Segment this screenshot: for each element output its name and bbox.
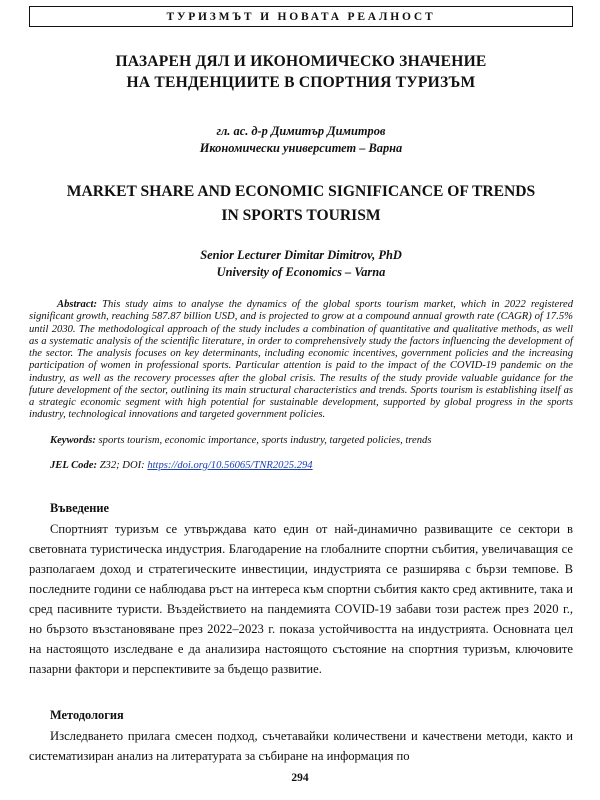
method-heading: Методология [50, 708, 124, 723]
title-bg-line1: ПАЗАРЕН ДЯЛ И ИКОНОМИЧЕСКО ЗНАЧЕНИЕ [115, 53, 487, 70]
section-methodology [29, 707, 573, 766]
author-affiliation-en: University of Economics – Varna [216, 265, 386, 279]
author-block-english [29, 247, 573, 281]
author-name-en: Senior Lecturer Dimitar Dimitrov, PhD [200, 248, 402, 262]
method-paragraph: Изследването прилага смесен подход, съчетавайки количествени и качествени методи, както и систематизиран анализ на литературата за събиране на информация по [29, 729, 573, 764]
doi-link[interactable]: https://doi.org/10.56065/TNR2025.294 [147, 459, 313, 471]
keywords [29, 434, 573, 447]
author-affiliation-bg: Икономически университет – Варна [199, 141, 403, 155]
title-en-line2: IN SPORTS TOURISM [221, 207, 381, 224]
jel-text: Z32; DOI: [96, 459, 148, 471]
keywords-text: sports tourism, economic importance, sports industry, targeted policies, trends [95, 434, 432, 446]
intro-paragraph: Спортният туризъм се утвърждава като един от най-динамично развиващите се сектори в световната туристическа индустрия. Благодарение на глобалните спортни събития, увеличаващия се разполагаем доход и стратегическите инвестиции, индустрията се разширява с бързи темпове. В последните години се наблюдава ръст на интереса към спортни събития както сред активните, така и сред пасивните туристи. Въздействието на пандемията COVID-19 забави този растеж през 2020 г., но бързото възстановяване през 2022–2023 г. показа устойчивостта на индустрията. Основната цел на настоящото изследване е да анализира настоящото състояние на спортния туризъм, ключовите пазарни фактори и перспективите за бъдещо развитие. [29, 521, 573, 677]
title-bg-line2: НА ТЕНДЕНЦИИТЕ В СПОРТНИЯ ТУРИЗЪМ [126, 74, 476, 91]
page-number: 294 [291, 772, 309, 784]
journal-title: ТУРИЗМЪТ И НОВАТА РЕАЛНОСТ [166, 10, 436, 23]
title-en-line1: MARKET SHARE AND ECONOMIC SIGNIFICANCE OF TRENDS [66, 183, 536, 200]
title-english [29, 180, 573, 228]
abstract-label: Abstract: [57, 299, 98, 310]
intro-heading: Въведение [50, 500, 110, 515]
author-block-bulgarian [29, 123, 573, 157]
title-bulgarian [29, 51, 573, 93]
abstract [29, 299, 573, 422]
journal-header [29, 6, 573, 27]
abstract-text: This study aims to analyse the dynamics of the global sports tourism market, which in 2022 registered significant growth, reaching 587.87 billion USD, and is projected to grow at a compound annual growth rate (CAGR) of 17.5% until 2030. The methodological approach of the study includes a combination of quantitative and qualitative methods, as well as a systematic analysis of the scientific literature, in order to comprehensively study the factors influencing the development of the sector. The analysis focuses on key determinants, including economic incentives, government policies and the increasing participation of women in professional sports. Particular attention is paid to the impact of the COVID-19 pandemic on the industry, as well as the recovery processes after the global crisis. The results of the study provide valuable guidance for the future development of the sector, outlining its main structural characteristics and trends. Sports tourism is establishing itself as a strategic economic segment with high potential for sustainable development, supported by global progress in the sports industry, technological innovations and targeted government policies. [29, 299, 573, 421]
author-name-bg: гл. ас. д-р Димитър Димитров [216, 124, 386, 138]
section-introduction [29, 500, 573, 680]
jel-label: JEL Code: [50, 459, 97, 471]
jel-code [29, 459, 573, 472]
keywords-label: Keywords: [50, 434, 96, 446]
